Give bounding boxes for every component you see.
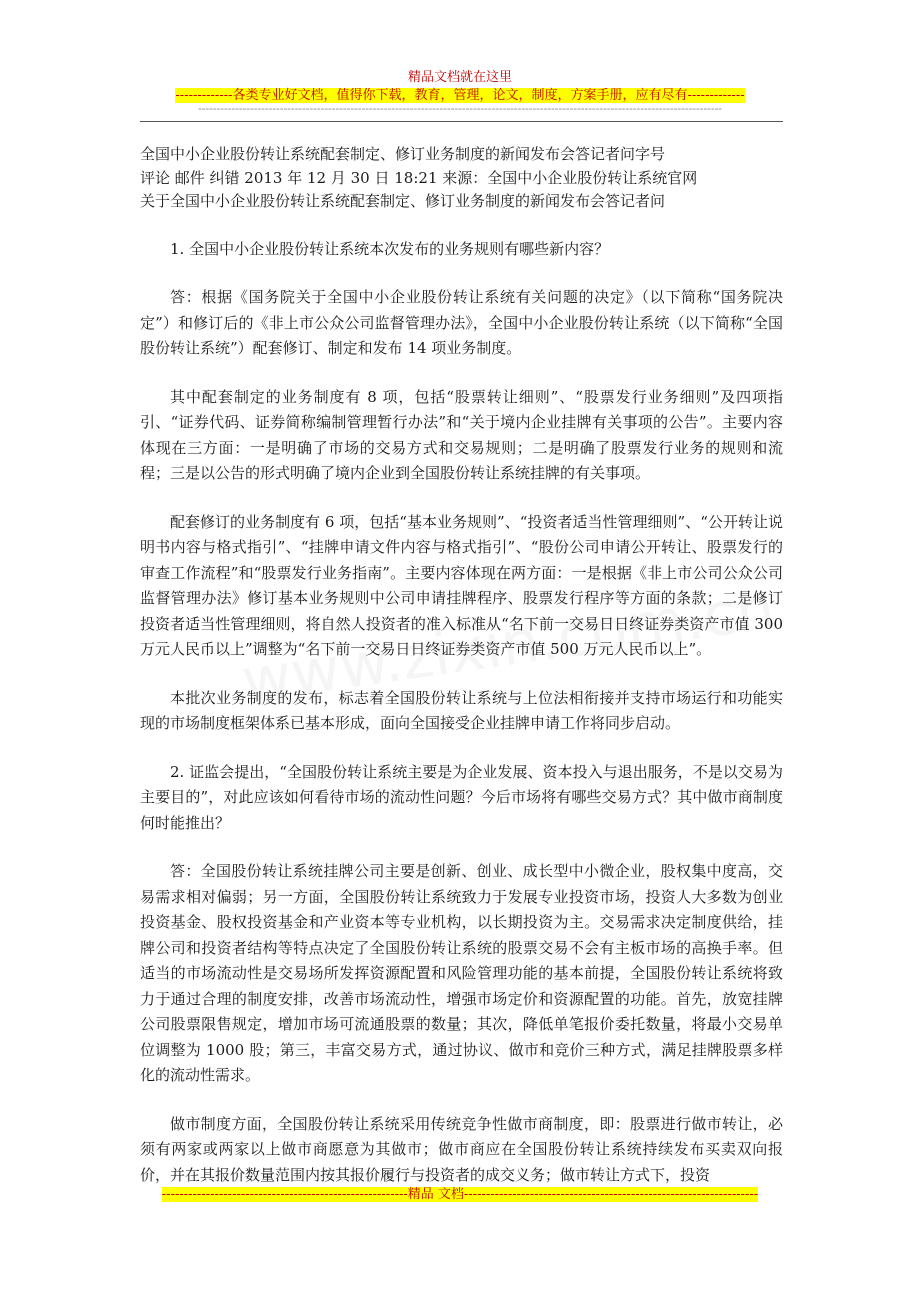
article-subtitle: 关于全国中小企业股份转让系统配套制定、修订业务制度的新闻发布会答记者问 bbox=[140, 192, 666, 210]
answer-1-para-3: 配套修订的业务制度有 6 项，包括“基本业务规则”、“投资者适当性管理细则”、“公开转让说明书内容与格式指引”、“挂牌申请文件内容与格式指引”、“股份公司申请公开转让、股票发行的审查工作流程”和“股票发行业务指南”。主要内容体现在两方面：一是根据《非上市公司公众公司监督管理办法》修订基本业务规则中公司申请挂牌程序、股票发行程序等方面的条款；二是修订投资者适当性管理细则，将自然人投资者的准入标准从“名下前一交易日日终证券类资产市值 300 万元人民币以上”调整为“名下前一交易日日终证券类资产市值 500 万元人民币以上”。 bbox=[140, 512, 783, 658]
answer-1-para-1: 答：根据《国务院关于全国中小企业股份转让系统有关问题的决定》（以下简称“国务院决定”）和修订后的《非上市公众公司监督管理办法》，全国中小企业股份转让系统（以下简称“全国股份转让系统”）配套修订、制定和发布 14 项业务制度。 bbox=[140, 288, 783, 357]
header-rule bbox=[140, 121, 783, 122]
footer-text: --------------------------------------------------------精品 文档------------------------------------------------------------------- bbox=[161, 1187, 759, 1202]
header-title: 精品文档就在这里 bbox=[407, 70, 512, 85]
article-title: 全国中小企业股份转让系统配套制定、修订业务制度的新闻发布会答记者问字号 bbox=[140, 145, 666, 163]
answer-1-para-4: 本批次业务制度的发布，标志着全国股份转让系统与上位法相衔接并支持市场运行和功能实现的市场制度框架体系已基本形成，面向全国接受企业挂牌申请工作将同步启动。 bbox=[140, 688, 783, 732]
footer bbox=[0, 1183, 920, 1202]
answer-2-para-1: 答：全国股份转让系统挂牌公司主要是创新、创业、成长型中小微企业，股权集中度高，交易需求相对偏弱；另一方面，全国股份转让系统致力于发展专业投资市场，投资人大多数为创业投资基金、股权投资基金和产业资本等专业机构，以长期投资为主。交易需求决定制度供给，挂牌公司和投资者结构等特点决定了全国股份转让系统的股票交易不会有主板市场的高换手率。但适当的市场流动性是交易场所发挥资源配置和风险管理功能的基本前提，全国股份转让系统将致力于通过合理的制度安排，改善市场流动性，增强市场定价和资源配置的功能。首先，放宽挂牌公司股票限售规定，增加市场可流通股票的数量；其次，降低单笔报价委托数量，将最小交易单位调整为 1000 股；第三，丰富交易方式，通过协议、做市和竞价三种方式，满足挂牌股票多样化的流动性需求。 bbox=[140, 862, 783, 1084]
header-subtitle-text: -------------各类专业好文档，值得你下载，教育，管理，论文，制度，方案手册，应有尽有------------- bbox=[175, 88, 745, 103]
header-subtitle bbox=[0, 84, 920, 103]
article-meta: 评论 邮件 纠错 2013 年 12 月 30 日 18:21 来源：全国中小企业股份转让系统官网 bbox=[140, 168, 698, 187]
answer-1-para-2: 其中配套制定的业务制度有 8 项，包括“股票转让细则”、“股票发行业务细则”及四项指引、“证券代码、证券简称编制管理暂行办法”和“关于境内企业挂牌有关事项的公告”。主要内容体现在三方面：一是明确了市场的交易方式和交易规则；二是明确了股票发行业务的规则和流程；三是以公告的形式明确了境内企业到全国股份转让系统挂牌的有关事项。 bbox=[140, 387, 783, 482]
question-1: 1. 全国中小企业股份转让系统本次发布的业务规则有哪些新内容？ bbox=[170, 239, 610, 258]
question-2: 2. 证监会提出，“全国股份转让系统主要是为企业发展、资本投入与退出服务，不是以交易为主要目的”，对此应该如何看待市场的流动性问题？今后市场将有哪些交易方式？其中做市商制度何时能推出？ bbox=[140, 762, 783, 832]
answer-2-para-2: 做市制度方面，全国股份转让系统采用传统竞争性做市商制度，即：股票进行做市转让，必须有两家或两家以上做市商愿意为其做市；做市商应在全国股份转让系统持续发布买卖双向报价，并在其报价数量范围内按其报价履行与投资者的成交义务；做市转让方式下，投资 bbox=[140, 1114, 783, 1184]
article-body bbox=[140, 143, 783, 1188]
header-dashes: --------------------------------------------------------------------------------------------------------------------------------------------- bbox=[197, 102, 723, 115]
